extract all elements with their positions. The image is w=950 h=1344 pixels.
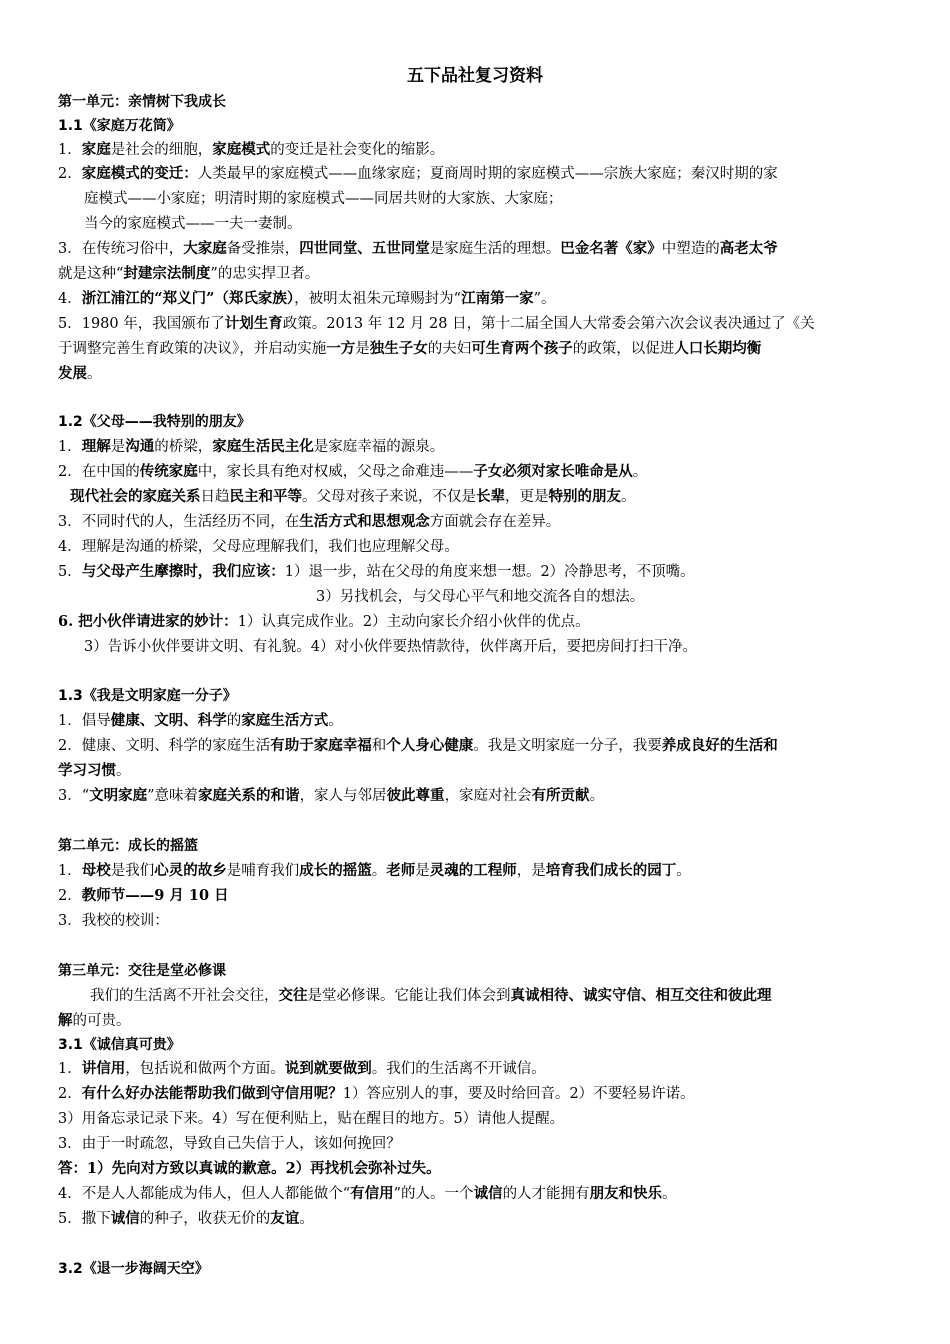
bold-text: 灵魂的工程师 (429, 862, 517, 879)
bold-text: 现代社会的家庭关系 (70, 488, 201, 505)
text: 2．在中国的 (58, 464, 140, 480)
text: 的桥梁， (154, 439, 213, 455)
bold-text: 家庭生活方式 (241, 712, 329, 729)
text: 3．“ (58, 788, 90, 804)
text: 。 (676, 863, 691, 879)
bold-text: 封建宗法制度 (123, 265, 211, 282)
bold-text: 解 (58, 1012, 73, 1029)
bold-text: 健康、文明、科学 (110, 712, 227, 729)
paragraph-line (84, 187, 920, 211)
text: 中，家长具有绝对权威，父母之命难违—— (197, 464, 474, 480)
text: 的变迁是社会变化的缩影。 (270, 142, 445, 158)
text: 的 (226, 713, 242, 729)
text: 。 (662, 1186, 677, 1202)
text: 是哺育我们 (226, 863, 300, 879)
paragraph-line (58, 510, 894, 534)
bold-text: 有所贡献 (531, 787, 590, 804)
paragraph-line (58, 312, 894, 336)
bold-text: 特别的朋友 (548, 488, 621, 505)
text: 1．倡导 (58, 713, 111, 729)
bold-text: 1.3《我是文明家庭一分子》 (58, 688, 237, 704)
bold-text: 答：1）先向对方致以真诚的歉意。2）再找机会弥补过失。 (58, 1160, 441, 1177)
paragraph-line (58, 884, 894, 908)
text: 3）告诉小伙伴要讲文明、有礼貌。4）对小伙伴要热情款待，伙伴离开后，要把房间打扫干净。 (84, 639, 697, 655)
text: 的人才能拥有 (502, 1186, 590, 1202)
bold-text: 理解 (81, 438, 111, 455)
bold-text: 培育我们成长的园丁 (545, 862, 677, 879)
text: 庭模式——小家庭；明清时期的家庭模式——同居共财的大家族、大家庭； (84, 191, 563, 207)
paragraph-line (58, 535, 894, 559)
paragraph-line (58, 759, 894, 783)
paragraph-line (58, 362, 894, 386)
text: ”意味着 (147, 788, 199, 804)
text: 。我是文明家庭一分子，我要 (473, 738, 662, 754)
text: 。 (328, 713, 343, 729)
bold-text: 与父母产生摩擦时，我们应该： (81, 563, 285, 580)
paragraph-line (58, 1009, 894, 1033)
bold-text: 沟通 (125, 438, 155, 455)
text: 2． (58, 888, 82, 904)
paragraph-line (58, 610, 894, 634)
paragraph-line (58, 1132, 894, 1156)
bold-text: 第二单元：成长的摇篮 (58, 838, 198, 854)
text: 4． (58, 291, 82, 307)
bold-text: 1.1《家庭万花筒》 (58, 118, 181, 134)
bold-text: 诚信 (110, 1210, 140, 1227)
text: 人类最早的家庭模式——血缘家庭；夏商周时期的家庭模式——宗族大家庭；秦汉时期的家 (197, 166, 778, 182)
text: 3）用备忘录记录下来。4）写在便利贴上，贴在醒目的地方。5）请他人提醒。 (58, 1111, 565, 1127)
text: 是社会的细胞， (110, 142, 213, 158)
text: 是 (415, 863, 430, 879)
text: 。 (87, 366, 102, 382)
text: 3．在传统习俗中， (58, 241, 184, 257)
bold-text: 江南第一家 (461, 290, 534, 307)
bold-text: 家庭 (81, 141, 111, 158)
bold-text: 学习习惯 (58, 762, 116, 779)
text: 就是这种“ (58, 266, 124, 282)
paragraph-line (58, 1057, 894, 1081)
bold-text: 个人身心健康 (386, 737, 474, 754)
paragraph-line (58, 1207, 894, 1231)
paragraph-line (58, 859, 894, 883)
text: 1）认真完成作业。2）主动向家长介绍小伙伴的优点。 (237, 614, 590, 630)
text: 是家庭幸福的源泉。 (313, 439, 445, 455)
bold-text: 家庭生活民主化 (212, 438, 314, 455)
text: 1）退一步，站在父母的角度来想一想。2）冷静思考，不顶嘴。 (284, 564, 695, 580)
bold-text: 四世同堂、五世同堂 (299, 240, 430, 257)
paragraph-line (58, 237, 894, 261)
paragraph-line (58, 1157, 894, 1181)
lesson-3-2-heading (58, 1257, 894, 1281)
text: 的种子，收获无价的 (139, 1211, 271, 1227)
text: 。 (299, 1211, 314, 1227)
text: 3）另找机会，与父母心平气和地交流各自的想法。 (316, 589, 645, 605)
bold-text: 教师节——9 月 10 日 (81, 887, 229, 904)
text: 2．健康、文明、科学的家庭生活 (58, 738, 271, 754)
bold-text: 家庭关系的和谐 (198, 787, 300, 804)
text: 3．由于一时疏忽，导致自己失信于人，该如何挽回？ (58, 1136, 401, 1152)
text: 2． (58, 1086, 82, 1102)
bold-text: 真诚相待、诚实守信、相互交往和彼此理 (510, 987, 772, 1004)
paragraph-line (84, 212, 920, 236)
text: 。我们的生活离不开诚信。 (371, 1061, 546, 1077)
paragraph-line (58, 435, 894, 459)
text: 政策。2013 年 12 月 28 日，第十二届全国人大常委会第六次会议表决通过了《关 (282, 316, 815, 332)
bold-text: 家庭模式 (212, 141, 271, 158)
text: 1． (58, 863, 82, 879)
paragraph-line (58, 1107, 894, 1131)
lesson-3-1-heading (58, 1033, 894, 1057)
text: 1）答应别人的事，要及时给回音。2）不要轻易许诺。 (342, 1086, 695, 1102)
text: 。 (621, 489, 636, 505)
text: 。父母对孩子来说，不仅是 (302, 489, 476, 505)
text: 4．理解是沟通的桥梁，父母应理解我们，我们也应理解父母。 (58, 539, 459, 555)
text: 备受推崇， (226, 241, 300, 257)
text: ，包括说和做两个方面。 (125, 1061, 285, 1077)
bold-text: 3.1《诚信真可贵》 (58, 1037, 181, 1053)
paragraph-line (58, 1082, 894, 1106)
bold-text: 传统家庭 (139, 463, 198, 480)
bold-text: 母校 (81, 862, 111, 879)
text: ”的忠实捍卫者。 (210, 266, 320, 282)
text: 3．不同时代的人，生活经历不同，在 (58, 514, 300, 530)
text: 是 (110, 439, 126, 455)
text: ，是 (516, 863, 546, 879)
document-title: 五下品社复习资料 (407, 66, 543, 86)
text: 。 (632, 464, 648, 480)
paragraph-line (58, 138, 894, 162)
paragraph-line (58, 262, 894, 286)
text: 1． (58, 1061, 82, 1077)
bold-text: 朋友和快乐 (589, 1185, 663, 1202)
unit-2-heading (58, 834, 894, 858)
paragraph-line (90, 984, 926, 1008)
paragraph-line (316, 585, 950, 609)
text: 是我们 (110, 863, 155, 879)
paragraph-line (70, 485, 906, 509)
text: 的政策，以促进 (572, 341, 675, 357)
text: 于调整完善生育政策的决议》，并启动实施 (58, 341, 327, 357)
text: 我们的生活离不开社会交往， (90, 988, 279, 1004)
bold-text: 彼此尊重 (386, 787, 445, 804)
text: ”的人。一个 (393, 1186, 474, 1202)
paragraph-line (58, 1182, 894, 1206)
text: 是家庭生活的理想。 (429, 241, 561, 257)
bold-text: 成长的摇篮 (299, 862, 372, 879)
text: 5．撒下 (58, 1211, 111, 1227)
text: 。 (371, 863, 387, 879)
text: 当今的家庭模式——一夫一妻制。 (84, 216, 302, 232)
bold-text: 说到就要做到 (284, 1060, 372, 1077)
text: 4．不是人人都能成为伟人，但人人都能做个“ (58, 1186, 351, 1202)
bold-text: 有信用 (350, 1185, 394, 1202)
paragraph-line (58, 734, 894, 758)
bold-text: 养成良好的生活和 (661, 737, 778, 754)
text: 中塑造的 (661, 241, 720, 257)
bold-text: 第三单元：交往是堂必修课 (58, 963, 226, 979)
unit-1-heading (58, 90, 894, 114)
text: 是 (355, 341, 370, 357)
paragraph-line (58, 287, 894, 311)
text: ”。 (533, 291, 556, 307)
text: ，更是 (505, 489, 549, 505)
bold-text: 老师 (386, 862, 416, 879)
unit-3-heading (58, 959, 894, 983)
bold-text: 有助于家庭幸福 (270, 737, 372, 754)
bold-text: 家庭模式的变迁： (81, 165, 198, 182)
text: 1． (58, 142, 82, 158)
lesson-1-3-heading (58, 684, 894, 708)
text: 的可贵。 (72, 1013, 131, 1029)
text: 2． (58, 166, 82, 182)
bold-text: 3.2《退一步海阔天空》 (58, 1261, 209, 1277)
bold-text: 有什么好办法能帮助我们做到守信用呢？ (81, 1085, 343, 1102)
paragraph-line (84, 635, 920, 659)
text: 日趋 (200, 489, 230, 505)
text: 。 (116, 763, 131, 779)
paragraph-line (58, 162, 894, 186)
text: 5．1980 年，我国颁布了 (58, 316, 225, 332)
paragraph-line (58, 909, 894, 933)
bold-text: 高老太爷 (719, 240, 778, 257)
text: 是堂必修课。它能让我们体会到 (307, 988, 511, 1004)
bold-text: 民主和平等 (229, 488, 302, 505)
text: 方面就会存在差异。 (429, 514, 561, 530)
paragraph-line (58, 784, 894, 808)
text: ，被明太祖朱元璋赐封为“ (294, 291, 462, 307)
text: 3．我校的校训： (58, 913, 169, 929)
bold-text: 心灵的故乡 (154, 862, 227, 879)
bold-text: 文明家庭 (89, 787, 148, 804)
bold-text: 大家庭 (183, 240, 227, 257)
paragraph-line (58, 560, 894, 584)
bold-text: 长辈 (476, 488, 505, 505)
bold-text: 诚信 (473, 1185, 503, 1202)
bold-text: 一方 (326, 340, 356, 357)
bold-text: 第一单元：亲情树下我成长 (58, 94, 226, 110)
bold-text: 可生育两个孩子 (471, 340, 573, 357)
paragraph-line (58, 460, 894, 484)
text: 1． (58, 439, 82, 455)
text: 和 (371, 738, 387, 754)
bold-text: 子女必须对家长唯命是从 (473, 463, 633, 480)
bold-text: 讲信用 (81, 1060, 126, 1077)
bold-text: 6. 把小伙伴请进家的妙计： (58, 613, 238, 630)
bold-text: 独生子女 (369, 340, 428, 357)
paragraph-line (58, 337, 894, 361)
bold-text: 浙江浦江的“郑义门”（郑氏家族） (81, 290, 295, 307)
text: 5． (58, 564, 82, 580)
text: ，家人与邻居 (299, 788, 387, 804)
bold-text: 巴金名著《家》 (560, 240, 662, 257)
lesson-1-2-heading (58, 410, 894, 434)
bold-text: 1.2《父母——我特别的朋友》 (58, 414, 251, 430)
text: ，家庭对社会 (444, 788, 532, 804)
bold-text: 人口长期均衡 (674, 340, 762, 357)
bold-text: 计划生育 (224, 315, 283, 332)
text: 。 (589, 788, 605, 804)
bold-text: 发展 (58, 365, 87, 382)
bold-text: 友谊 (270, 1210, 300, 1227)
lesson-1-1-heading (58, 114, 894, 138)
bold-text: 生活方式和思想观念 (299, 513, 430, 530)
bold-text: 交往 (278, 987, 308, 1004)
paragraph-line (58, 709, 894, 733)
text: 的夫妇 (427, 341, 472, 357)
